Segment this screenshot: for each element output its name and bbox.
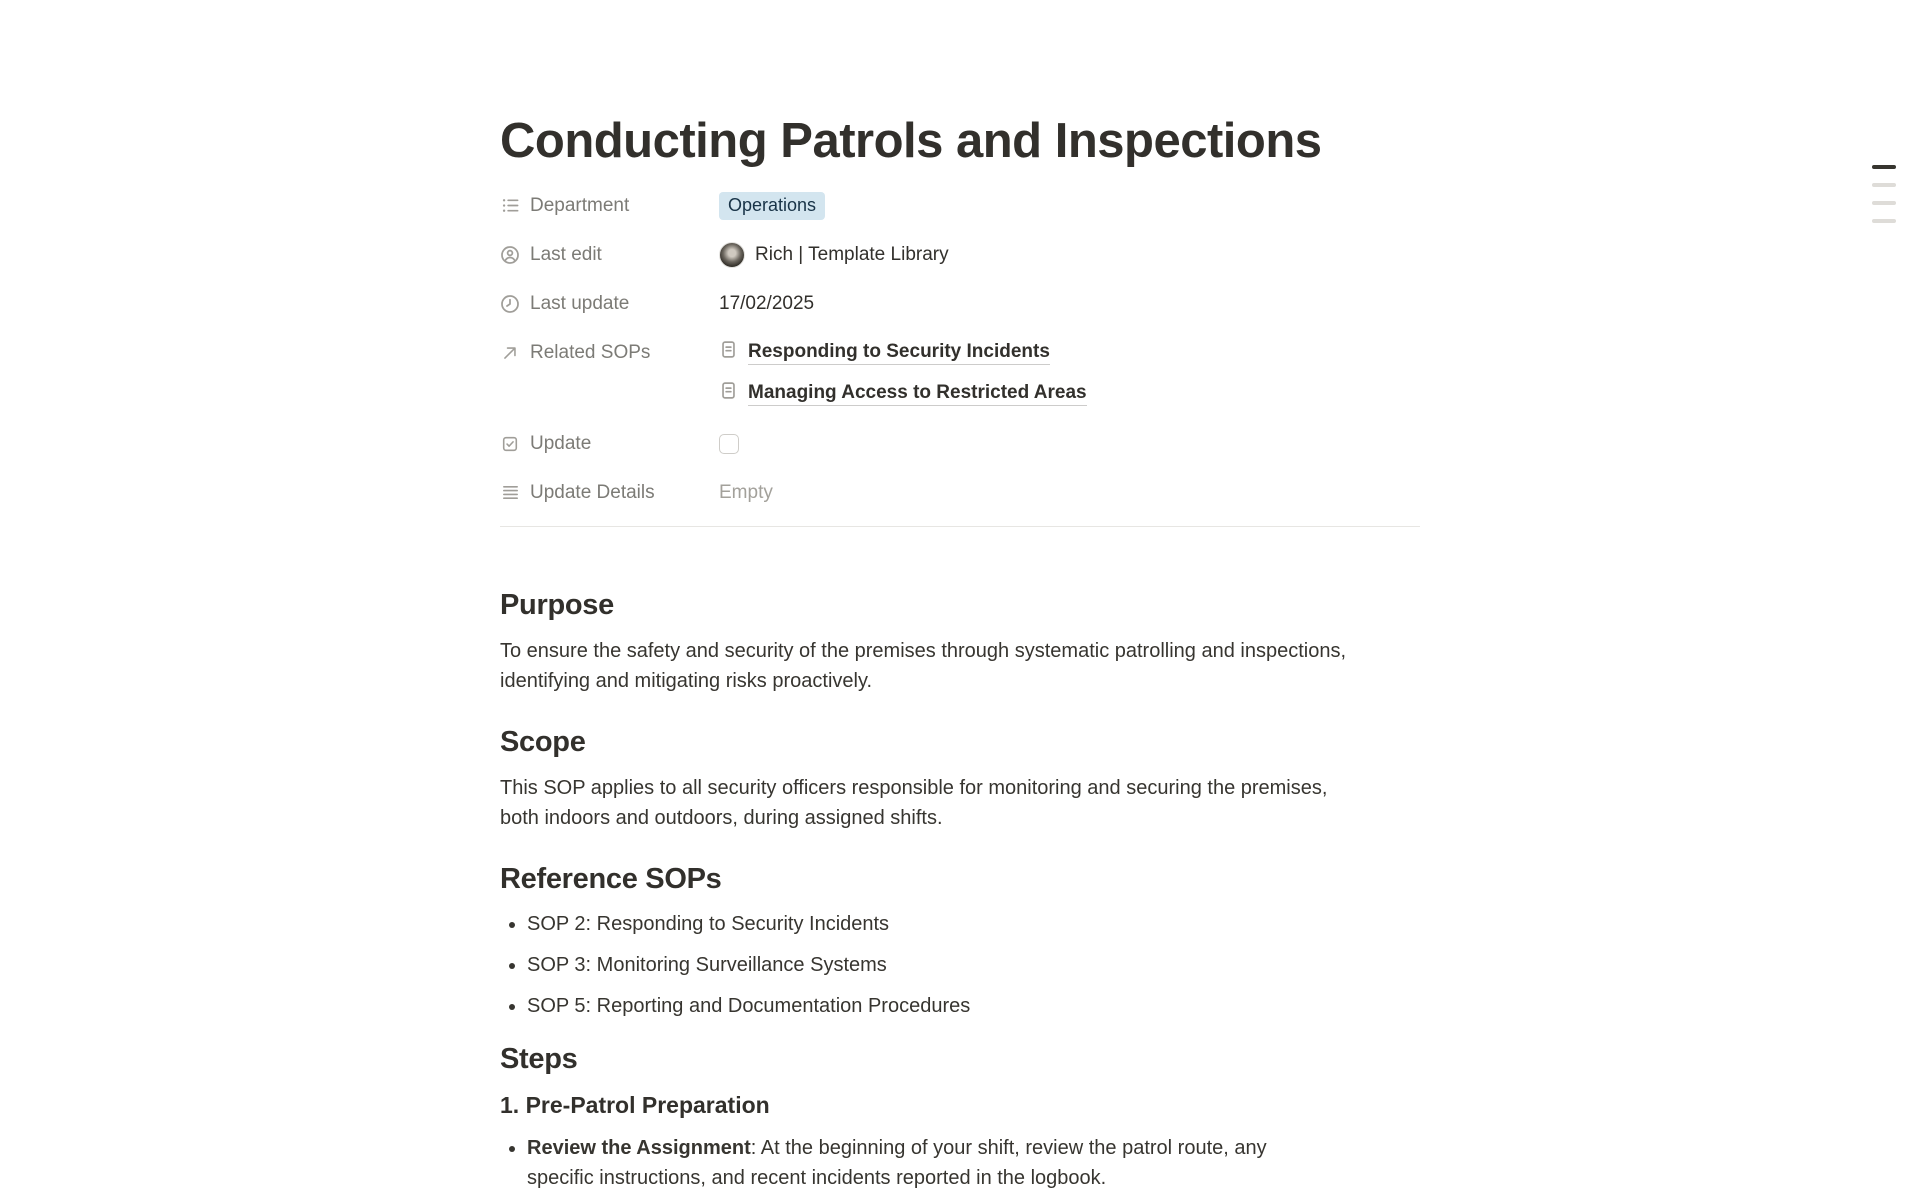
property-row-update-details (500, 473, 1420, 513)
related-sop-link-row[interactable] (719, 374, 1087, 414)
property-label-related-sops[interactable] (500, 333, 719, 373)
related-sop-link[interactable]: Responding to Security Incidents (748, 341, 1050, 365)
multi-select-icon (500, 196, 520, 216)
person-name: Rich | Template Library (755, 243, 949, 265)
avatar (719, 242, 745, 268)
property-label-text: Last update (530, 292, 630, 314)
arrow-up-right-icon (500, 343, 520, 363)
property-label-text: Last edit (530, 243, 602, 265)
property-label-last-edit[interactable] (500, 235, 719, 275)
section-purpose (500, 587, 1420, 696)
empty-placeholder: Empty (719, 481, 773, 503)
outline-bar[interactable] (1872, 219, 1896, 223)
section-steps (500, 1041, 1420, 1193)
outline-bar[interactable] (1872, 165, 1896, 169)
update-checkbox[interactable] (719, 434, 739, 454)
page-content (500, 0, 1420, 1193)
list-item[interactable] (527, 1133, 1337, 1193)
property-value-update-details[interactable] (719, 473, 773, 513)
property-label-text: Department (530, 194, 630, 216)
property-label-last-update[interactable] (500, 284, 719, 324)
list-item[interactable]: • SOP 3: Monitoring Surveillance Systems (527, 950, 1337, 980)
section-reference-sops (500, 861, 1420, 1021)
list-item[interactable]: • SOP 2: Responding to Security Incidents (527, 909, 1337, 939)
clock-icon (500, 294, 520, 314)
property-row-last-edit (500, 235, 1420, 275)
text-icon (500, 483, 520, 503)
outline-bar[interactable] (1872, 201, 1896, 205)
page-title[interactable]: Conducting Patrols and Inspections (500, 114, 1322, 168)
department-tag[interactable]: Operations (719, 192, 825, 220)
properties-panel (500, 186, 1420, 513)
person-icon (500, 245, 520, 265)
date-value: 17/02/2025 (719, 292, 815, 314)
reference-sops-list (500, 909, 1420, 1021)
property-row-department (500, 186, 1420, 226)
page-icon (719, 381, 738, 406)
purpose-paragraph[interactable]: To ensure the safety and security of the premises through systematic patrolling and inspections, identifying and mitigating risks proactively. (500, 639, 1347, 692)
property-label-department[interactable] (500, 186, 719, 226)
related-sop-link[interactable]: Managing Access to Restricted Areas (748, 382, 1087, 406)
property-label-update-details[interactable] (500, 473, 719, 513)
bullet-bold-text: Review the Assignment (527, 1136, 751, 1159)
divider (500, 526, 1420, 527)
scope-paragraph[interactable]: This SOP applies to all security officers responsible for monitoring and securing the premises, both indoors and outdoors, during assigned shifts. (500, 776, 1328, 829)
property-label-text: Related SOPs (530, 341, 651, 363)
subheading-pre-patrol-preparation[interactable]: 1. Pre-Patrol Preparation (500, 1091, 770, 1118)
person-chip[interactable] (719, 242, 949, 268)
outline-indicator[interactable] (1872, 165, 1896, 237)
steps-list (500, 1133, 1420, 1193)
page-icon (719, 340, 738, 365)
property-value-last-update[interactable] (719, 284, 814, 324)
heading-purpose[interactable]: Purpose (500, 588, 614, 621)
checkbox-icon (500, 434, 520, 454)
property-value-department[interactable] (719, 186, 825, 226)
section-scope (500, 724, 1420, 833)
list-item[interactable]: • SOP 5: Reporting and Documentation Procedures (527, 991, 1337, 1021)
heading-scope[interactable]: Scope (500, 725, 586, 758)
property-value-update (719, 424, 739, 464)
property-row-related-sops (500, 333, 1420, 415)
property-row-last-update (500, 284, 1420, 324)
property-value-related-sops (719, 333, 1087, 415)
heading-steps[interactable]: Steps (500, 1042, 578, 1075)
property-row-update (500, 424, 1420, 464)
outline-bar[interactable] (1872, 183, 1896, 187)
property-label-update[interactable] (500, 424, 719, 464)
property-label-text: Update (530, 432, 592, 454)
property-label-text: Update Details (530, 481, 655, 503)
bullet-rest-text: : At the beginning of your shift, review the patrol route, any specific instructions, and recent incidents reported in the logbook. (527, 1136, 1267, 1189)
heading-reference-sops[interactable]: Reference SOPs (500, 862, 722, 895)
related-sop-link-row[interactable] (719, 333, 1050, 373)
property-value-last-edit[interactable] (719, 235, 949, 275)
